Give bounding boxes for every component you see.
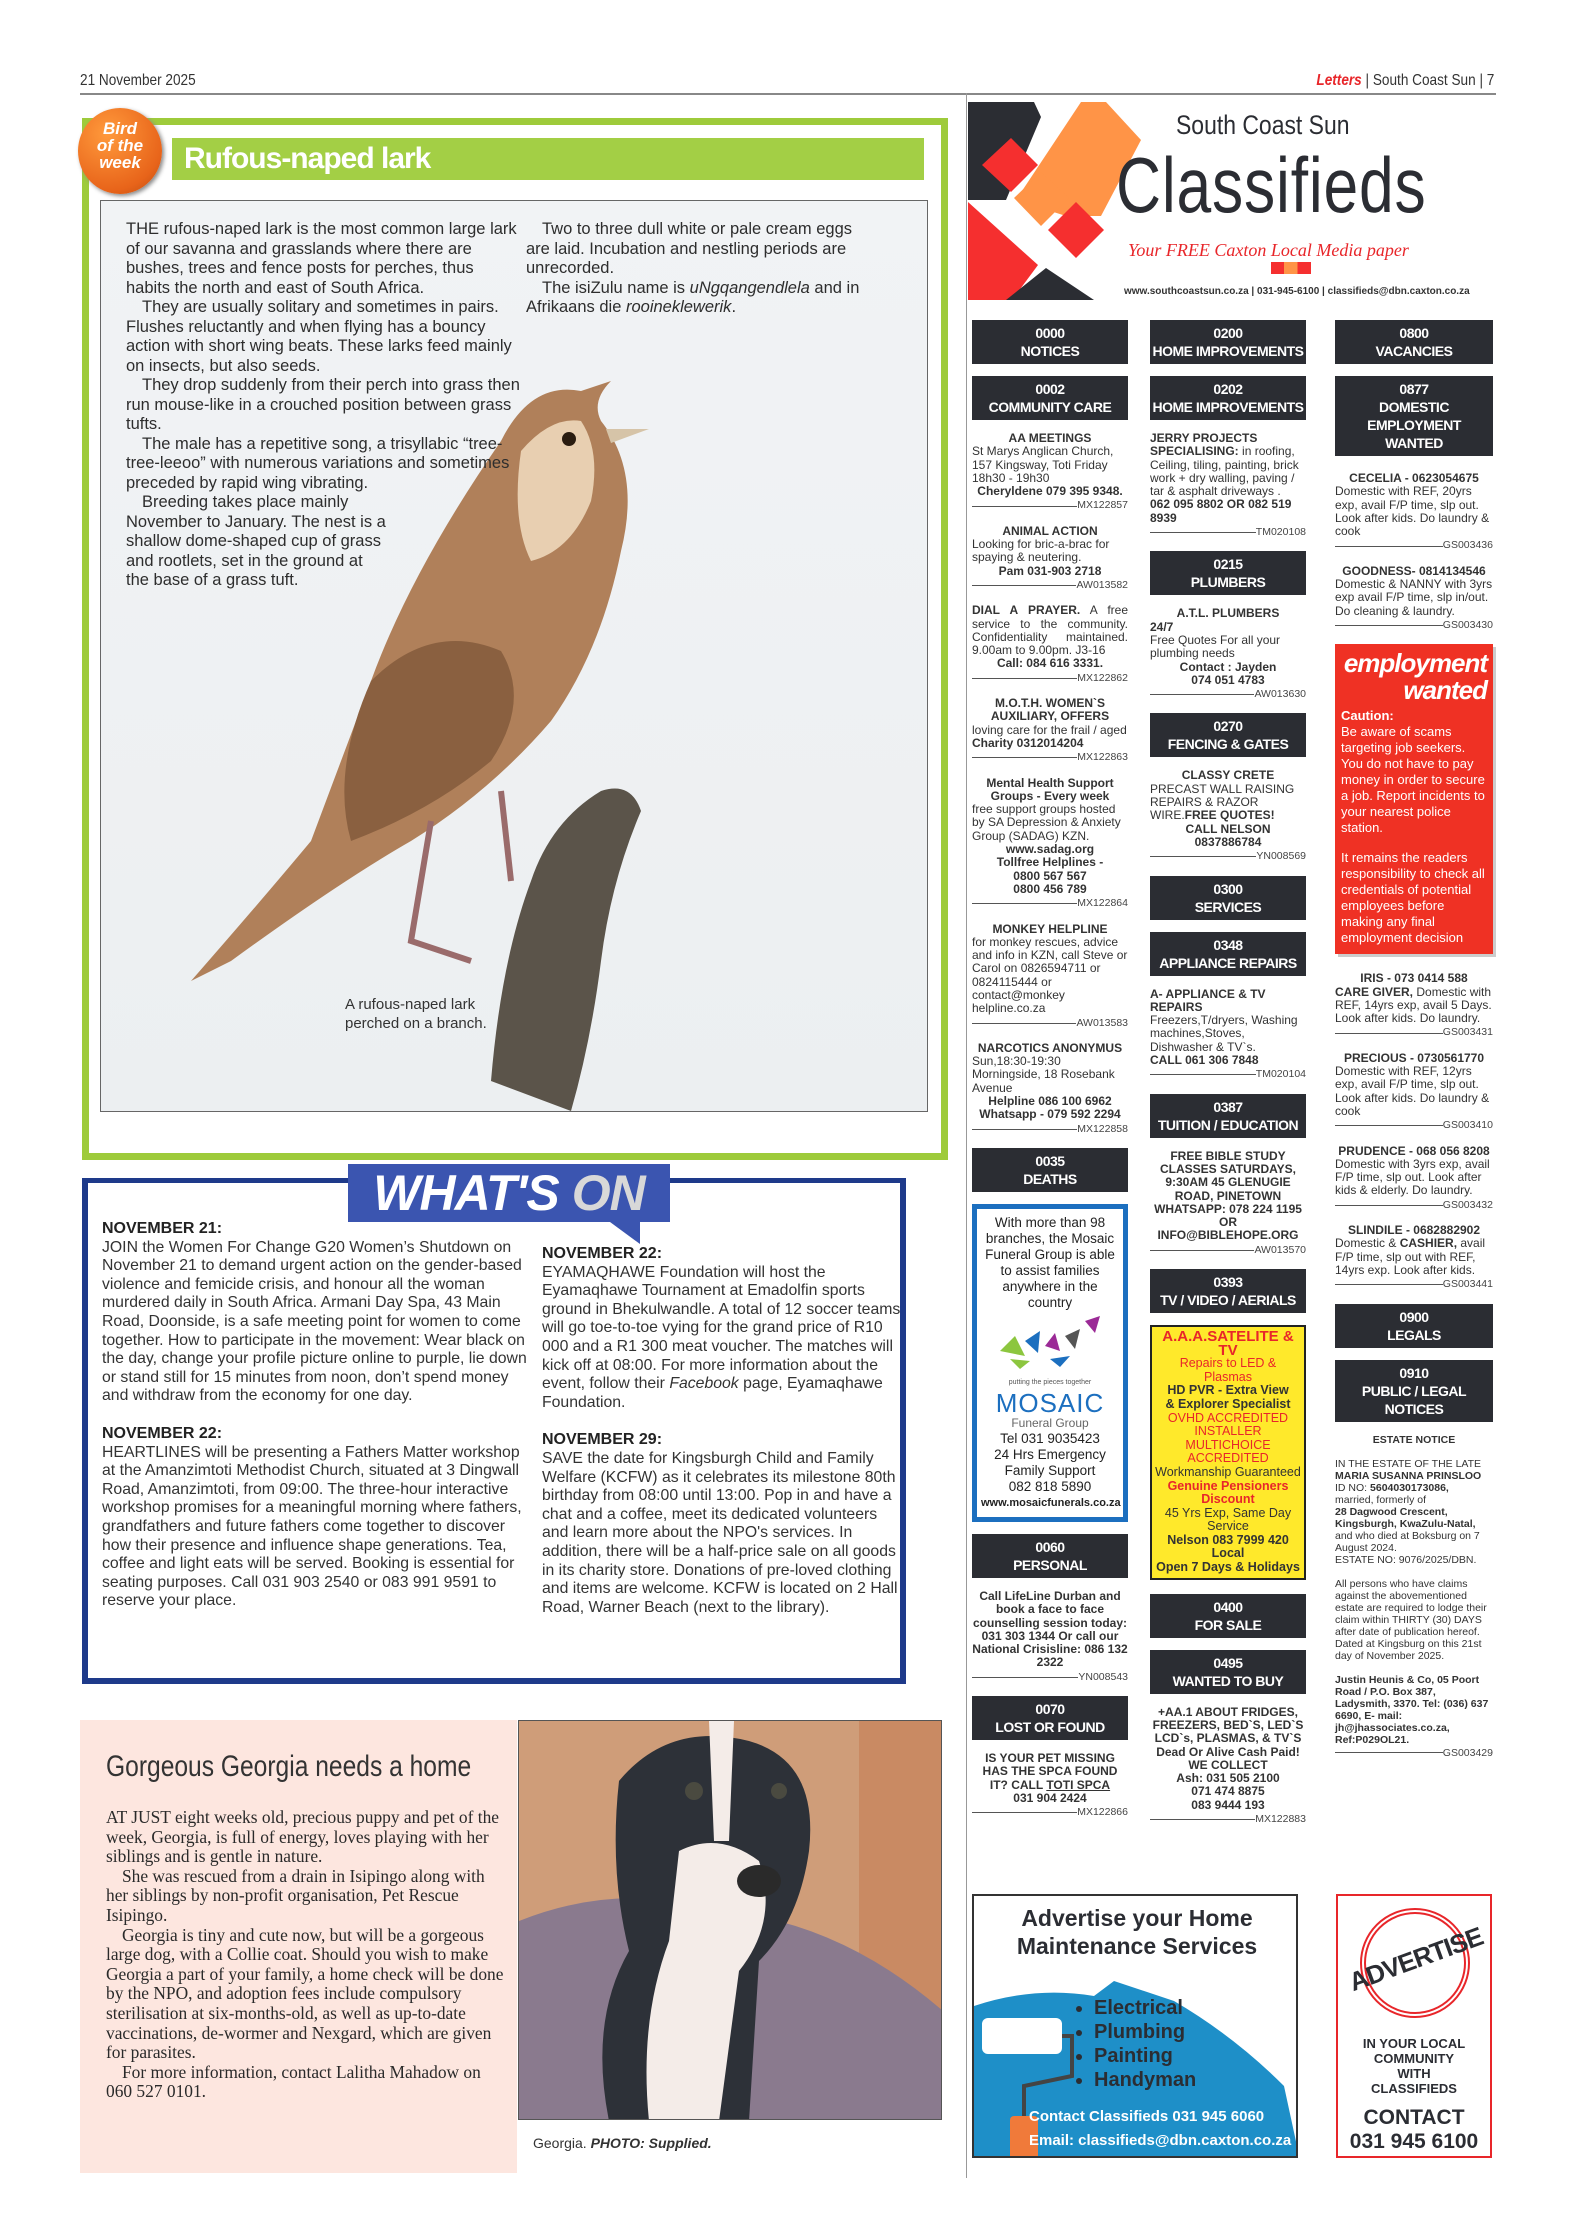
classifieds-col3 [1335,320,1493,1771]
caption-text: Georgia. [533,2135,591,2151]
ad-text [1338,2036,1490,2096]
category-code: 0070 [1035,1701,1065,1718]
category-header-tv-video-aerials [1150,1269,1306,1313]
ad-ref: AW013630 [1150,688,1306,701]
classified-ad [972,525,1128,592]
ad-title: IRIS - 073 0414 588 [1360,971,1468,986]
ad-phone: Helpline 086 100 6962 [988,1094,1112,1109]
banner-text: ON [571,1165,645,1221]
headline-line: Maintenance Services [1016,1933,1258,1959]
zulu-name: uNgqangendlela [689,278,810,297]
ad-body: PRECAST WALL RAISING REPAIRS & RAZOR WIRE. [1150,781,1295,823]
category-code: 0000 [1035,325,1065,341]
ad-contact: Contact Classifieds 031 945 6060 [1029,2108,1265,2125]
ad-text: Tollfree Helplines - [996,855,1104,870]
service-item: • Electrical [1094,1996,1196,2020]
ad-phone: Tel 031 9035423 [1000,1430,1100,1446]
category-code: 0400 [1213,1598,1243,1615]
category-code: 0387 [1213,1098,1243,1115]
column-divider [966,93,967,2178]
estate-number: ESTATE NO: 9076/2025/DBN. [1335,1553,1477,1566]
category-header-community-care [972,376,1128,420]
logo-squares [1271,262,1311,274]
speech-bubble-tail [610,1222,640,1244]
ad-title: CLASSY CRETE [1181,768,1275,783]
classified-ad [1150,1150,1306,1257]
ad-body: Domestic & [1335,1236,1400,1251]
ad-ref: GS003441 [1335,1278,1493,1291]
puppy-photo [518,1720,942,2120]
pet-article [106,1808,506,2102]
ad-phone: 031 945 6100 [1349,2130,1479,2153]
ad-phone: 0837886784 [1194,834,1262,849]
classified-ad [1150,988,1306,1082]
ad-phone: 082 818 5890 [1008,1478,1092,1494]
ad-highlight: CARE GIVER, [1335,984,1414,999]
ad-body: Domestic & NANNY with 3yrs exp avail F/P time, slp in/out. Do cleaning & laundry. [1335,577,1493,618]
ad-title: NARCOTICS ANONYMUS [977,1040,1123,1055]
category-name: FENCING & GATES [1167,736,1289,753]
ad-text: Repairs to LED & Plasmas [1179,1356,1277,1384]
ad-body: Free Quotes For all your plumbing needs [1150,632,1281,661]
mosaic-brand: MOSAIC [995,1387,1105,1418]
header-rule [80,93,1496,95]
category-header-home-improvements [1150,320,1306,364]
ad-ref: AW013582 [972,579,1128,592]
caution-label: Caution: [1341,708,1394,724]
ad-phone: Whatsapp - 079 592 2294 [979,1107,1121,1122]
category-code: 0348 [1213,936,1243,953]
ad-body: Looking for bric-a-brac for spaying & neutering. [972,537,1110,565]
service-item: • Plumbing [1094,2020,1196,2044]
article-paragraph: They drop suddenly from their perch into grass then run mouse-like in a crouched position between grass tufts. [126,376,520,433]
text: Facebook [669,1375,739,1393]
category-code: 0300 [1213,880,1243,897]
ad-text: OVHD ACCREDITED INSTALLER [1167,1410,1289,1439]
category-name: WANTED [1385,435,1443,451]
ad-ref: GS003410 [1335,1119,1493,1132]
ad-ref: AW013583 [972,1017,1128,1030]
ad-email: Email: classifieds@dbn.caxton.co.za [1029,2132,1292,2149]
ad-contact: Contact : Jayden [1179,659,1277,674]
ad-body: Freezers,T/dryers, Washing machines,Stoves, Dishwasher & TV`s. [1150,1013,1298,1054]
article-paragraph: For more information, contact Lalitha Mahadow on 060 527 0101. [106,2061,481,2102]
article-paragraph: The male has a repetitive song, a trisyllabic “tree-tree-leeoo” with numerous variations and sometimes preceded by rapid wing vibrating. [126,434,510,492]
attorney-details: Justin Heunis & Co, 05 Poort Road / P.O. Box 387, Ladysmith, 3370. Tel: (036) 637 6690, E- mail: jh@jhassociates.co.za, Ref:P029OL21. [1335,1673,1489,1746]
classified-ad [972,1590,1128,1684]
pet-caption [533,2135,712,2151]
ad-title: GOODNESS- 0814134546 [1342,563,1486,578]
text-line: COMMUNITY [1373,2051,1455,2066]
article-paragraph: She was rescued from a drain in Isipingo along with her siblings by non-profit organisation, Pet Rescue Isipingo. [106,1865,485,1925]
ad-text: 24 Hrs Emergency [994,1446,1106,1462]
ad-title: CECELIA - 0623054675 [1349,471,1479,485]
event-item [102,1220,534,1406]
address: 28 Dagwood Crescent, Kingsburgh, KwaZulu-Natal, [1335,1505,1476,1530]
ad-text: MULTICHOICE ACCREDITED [1185,1437,1271,1466]
category-header-services [1150,876,1306,920]
mosaic-sub: Funeral Group [1011,1415,1089,1430]
publication-name: South Coast Sun [1372,72,1476,89]
classified-ad [972,432,1128,513]
ad-title: AA MEETINGS [1008,431,1092,445]
category-header-tuition-education [1150,1094,1306,1138]
whats-on-banner [348,1164,670,1222]
category-header-deaths [972,1148,1128,1192]
ad-body: Domestic with 3yrs exp, avail F/P time, slp out. Look after kids & elderly. Do laundry. [1335,1156,1490,1198]
ad-body: Sun,18:30-19:30 Morningside, 18 Rosebank Avenue [972,1054,1115,1095]
category-header-plumbers [1150,551,1306,595]
services-list [1094,1996,1196,2092]
classified-ad [1150,432,1306,539]
event-date: NOVEMBER 29: [542,1431,663,1449]
ad-body: for monkey rescues, advice and info in KZN, call Steve or Carol on 0826594711 or 0824115444 or contact@monkey helpline.co.za [972,934,1128,1016]
category-name: TV / VIDEO / AERIALS [1160,1291,1296,1308]
ad-body: loving care for the frail / aged [972,722,1127,737]
classified-ad [1335,1145,1493,1212]
ad-ref: TM020104 [1150,1068,1306,1081]
ad-title: A.T.L. PLUMBERS [1176,606,1280,621]
caution-text: Be aware of scams targeting job seekers. You do not have to pay money in order to secure a job. Report incidents to your nearest police station. [1341,724,1485,836]
category-name: DOMESTIC EMPLOYMENT [1367,399,1461,433]
ad-phone: 0800 567 567 [1013,868,1087,883]
photo-credit: PHOTO: Supplied. [590,2135,712,2151]
ad-text: 45 Yrs Exp, Same Day Service [1164,1505,1292,1534]
text-line: WITH [1397,2066,1431,2081]
ad-headline [974,1904,1298,1960]
category-name: FOR SALE [1194,1616,1262,1633]
service-item: • Painting [1094,2044,1196,2068]
category-code: 0060 [1035,1538,1065,1555]
ad-ref: GS003431 [1335,1026,1493,1039]
ad-body: Domestic with REF, 14yrs exp, avail 5 Days. Look after kids. Do laundry. [1335,984,1492,1026]
category-code: 0200 [1213,325,1243,341]
category-name: WANTED TO BUY [1172,1672,1284,1689]
ad-highlight: FREE QUOTES! [1184,808,1275,823]
event-text [542,1264,902,1413]
category-name: TUITION / EDUCATION [1157,1116,1299,1133]
classified-ad [1150,1706,1306,1827]
category-header-domestic-employment-wanted [1335,376,1493,456]
ad-contact [1338,2106,1490,2154]
category-name: SERVICES [1194,898,1262,915]
ad-ref: MX122862 [972,672,1128,685]
ad-text: & Explorer Specialist [1165,1396,1291,1411]
notice-text: married, formerly of [1335,1493,1427,1506]
text-line: CLASSIFIEDS [1371,2081,1457,2096]
ad-body: FREE BIBLE STUDY CLASSES SATURDAYS, 9:30AM 45 GLENUGIE ROAD, PINETOWN WHATSAPP: 078 224 1195 OR INFO@BIBLEHOPE.ORG [1154,1148,1302,1243]
category-name: LEGALS [1387,1326,1441,1343]
category-header-public-legal-notices [1335,1360,1493,1422]
ad-body: With more than 98 branches, the Mosaic Funeral Group is able to assist families anywhere in the country [985,1214,1115,1310]
ad-ref: GS003430 [1335,619,1493,632]
ad-text: WE COLLECT [1188,1757,1268,1772]
category-code: 0800 [1399,325,1429,341]
ad-body: free support groups hosted by SA Depression & Anxiety Group (SADAG) KZN. [972,802,1121,843]
ad-body: Domestic with REF, 12yrs exp, avail F/P time, slp out. Look after kids. Do laundry & cook [1335,1064,1490,1118]
ad-phone: 083 9444 193 [1191,1797,1265,1812]
category-code: 0910 [1399,1364,1429,1381]
notice-text: ID NO: [1335,1481,1371,1494]
ad-ref: GS003432 [1335,1199,1493,1212]
ad-text: Open 7 Days & Holidays [1156,1560,1300,1575]
badge-line: week [99,153,141,172]
ad-web: www.mosaicfunerals.co.za [981,1496,1121,1509]
page-number: 7 [1486,72,1494,89]
category-name: HOME IMPROVEMENTS [1152,399,1304,415]
category-header-wanted-to-buy [1150,1650,1306,1694]
ad-title: ANIMAL ACTION [1002,523,1098,538]
satelite-tv-ad [1150,1325,1306,1580]
advertise-home-maintenance-ad [972,1894,1298,2158]
whats-on-col1 [102,1220,534,1630]
classified-ad [972,1042,1128,1136]
notice-text: IN THE ESTATE OF THE LATE [1335,1457,1482,1470]
puppy-illustration [519,1721,942,2120]
id-number: 5604030173086, [1370,1481,1449,1494]
ad-ref: MX122858 [972,1123,1128,1136]
ad-ref: GS003429 [1335,1747,1493,1759]
category-header-legals [1335,1304,1493,1348]
caption-line: perched on a branch. [345,1015,487,1032]
ad-body: +AA.1 ABOUT FRIDGES, FREEZERS, BED`S, LED`S LCD`s, PLASMAS, & TV`S [1152,1704,1304,1746]
text: EYAMAQHAWE Foundation will host the Eyamaqhawe Tournament at Emadolfin sports ground in Bhekulwandle. A total of 12 soccer teams will go toe-to-toe vying for the grand price of R10 000 and a R1 300 meat voucher. The matches will kick off at 08:00. For more information about the event, follow their [542,1263,901,1393]
bird-caption [345,995,487,1033]
ad-phone: 071 474 8875 [1191,1784,1265,1799]
advertise-classifieds-ad [1336,1894,1492,2158]
ad-phone: Call: 084 616 3331. [996,656,1104,671]
ad-title: Mental Health Support Groups - Every week [986,775,1114,803]
ad-ref: MX122864 [972,897,1128,910]
estate-notice [1335,1434,1493,1759]
classified-ad [1335,472,1493,553]
event-item [542,1431,902,1617]
ad-body: Call LifeLine Durban and book a face to face counselling session today: 031 303 1344 Or call our National Crisisline: 086 132 2322 [972,1588,1128,1670]
ad-contact: CALL NELSON [1185,821,1271,836]
ad-ref: MX122866 [972,1806,1128,1819]
classifieds-col1 [972,320,1128,1832]
category-code: 0202 [1213,381,1243,397]
category-header-notices [972,320,1128,364]
category-name: HOME IMPROVEMENTS [1152,343,1304,359]
text: page, Eyamaqhawe Foundation. [542,1375,883,1411]
classified-ad [972,777,1128,911]
category-header-personal [972,1534,1128,1578]
bird-title: Rufous-naped lark [172,138,924,180]
ad-text: HD PVR - Extra View [1167,1383,1289,1398]
deceased-name: MARIA SUSANNA PRINSLOO [1335,1469,1482,1482]
whats-on-col2 [542,1245,902,1636]
classified-ad [972,604,1128,685]
classified-ad [1335,1052,1493,1133]
bird-of-week-badge [78,108,162,194]
article-paragraph: Breeding takes place mainly November to January. The nest is a shallow dome-shaped cup of grass and rootlets, set in the ground at the base of a grass tuft. [126,493,386,589]
ad-phone: CALL 061 306 7848 [1150,1053,1259,1068]
ad-ref: TM020108 [1150,526,1306,539]
ad-phone: 062 095 8802 OR 082 519 8939 [1150,497,1292,525]
category-name: COMMUNITY CARE [988,399,1112,415]
category-code: 0877 [1399,381,1429,397]
ad-highlight: CASHIER, [1399,1236,1458,1251]
ad-title: A.A.A.SATELITE & TV [1162,1327,1294,1359]
article-paragraph: AT JUST eight weeks old, precious puppy and pet of the week, Georgia, is full of energy, loves playing with her siblings and is gentle in nature. [106,1807,500,1867]
classified-ad [1150,769,1306,863]
category-name: LOST OR FOUND [995,1719,1105,1736]
category-code: 0002 [1035,381,1065,397]
afrikaans-name: rooineklewerik [625,298,732,316]
ad-phone: Cheryldene 079 395 9348. [977,484,1123,499]
event-text: SAVE the date for Kingsburgh Child and Family Welfare (KCFW) as it celebrates its milestone 80th birthday from 08:00 until 13:00. Pop in and have a chat and a coffee, meet its dedicated volunteers and learn more about the NPO's services. In addition, there will be a half-price sale on all goods in its charity store. Donations of pre-loved clothing and items are welcome. KCFW is located on 2 Hall Road, Warner Beach (next to the library). [542,1449,898,1616]
category-header-vacancies [1335,320,1493,364]
event-date: NOVEMBER 22: [542,1245,663,1262]
classified-ad [1335,565,1493,632]
ad-phone: 031 904 2424 [1013,1790,1087,1805]
badge-line: Bird [103,119,137,138]
service-item: • Handyman [1094,2068,1196,2092]
ad-ref: MX122857 [972,499,1128,512]
ad-phone: Charity 0312014204 [972,735,1084,750]
issue-date: 21 November 2025 [80,72,196,89]
category-name: DEATHS [1023,1170,1077,1187]
category-code: 0035 [1035,1152,1065,1169]
ad-subtitle: 24/7 [1150,619,1174,634]
ad-ref: AW013570 [1150,1244,1306,1257]
employment-wanted-caution-box [1335,644,1493,954]
ad-ref: MX122883 [1150,1813,1306,1826]
event-date: NOVEMBER 22: [102,1424,223,1442]
category-header-fencing-gates [1150,713,1306,757]
ad-body: St Marys Anglican Church, 157 Kingsway, Toti Friday 18h30 - 19h30 [972,444,1114,485]
logo-wordmark: Classifieds [1116,141,1427,229]
article-paragraph [526,279,866,318]
classified-ad [1150,607,1306,701]
category-header-for-sale [1150,1594,1306,1638]
logo-contact: www.southcoastsun.co.za | 031-945-6100 | classifieds@dbn.caxton.co.za [1124,286,1470,297]
ad-phone: Pam 031-903 2718 [998,563,1102,578]
notice-title: ESTATE NOTICE [1372,1433,1456,1446]
ad-text: Workmanship Guaranteed [1155,1464,1301,1479]
ad-text: Dead Or Alive Cash Paid! [1156,1744,1300,1759]
notice-text: and who died at Boksburg on 7 August 2024. [1335,1529,1480,1554]
ad-ref: GS003436 [1335,539,1493,552]
ad-title: PRUDENCE - 068 056 8208 [1338,1143,1490,1158]
article-paragraph: They are usually solitary and sometimes in pairs. Flushes reluctantly and when flying has a bouncy action with short wing beats. These larks feed mainly on insects, but also seeds. [126,298,512,375]
classified-ad [972,1752,1128,1819]
classified-ad [972,697,1128,764]
classifieds-col2 [1150,320,1306,1838]
ad-phone: Nelson 083 7999 420 Local [1167,1532,1289,1561]
logo-tagline: Your FREE Caxton Local Media paper [1128,240,1409,260]
stamp-text: ADVERTISE [1344,1921,1487,1998]
box-title: employment [1343,648,1487,679]
text-line: CONTACT [1363,2106,1465,2129]
ad-web: www.sadag.org [1005,842,1095,857]
section-name: Letters [1316,72,1362,89]
event-date: NOVEMBER 21: [102,1220,223,1237]
category-code: 0215 [1213,556,1243,573]
category-name: NOTICES [1020,343,1080,359]
text: . [731,298,737,316]
ad-ref: YN008543 [972,1671,1128,1684]
ad-text: Family Support [1004,1462,1096,1478]
bird-article-col2 [526,220,866,318]
ad-ref: MX122863 [972,751,1128,764]
category-name: VACANCIES [1375,343,1453,359]
ad-body: IS YOUR PET MISSING HAS THE SPCA FOUND IT? CALL [982,1751,1118,1792]
banner-text: WHAT'S [373,1165,559,1221]
mosaic-logo-icon [990,1311,1110,1371]
spca-name: TOTI SPCA [1046,1777,1111,1792]
category-name: APPLIANCE REPAIRS [1159,954,1297,971]
category-header-lost-or-found [972,1696,1128,1740]
text: and in Afrikaans die [526,278,860,316]
ad-ref: YN008569 [1150,850,1306,863]
headline-line: Advertise your Home [1021,1905,1253,1931]
event-item [542,1245,902,1412]
box-title: wanted [1403,675,1487,706]
category-header-home-improvements-2 [1150,376,1306,420]
article-paragraph: Georgia is tiny and cute now, but will be a gorgeous large dog, with a Collie coat. Should you wish to make Georgia a part of your family, a home check will be done by the NPO, and adoption fees include compulsory sterilisation at six-months-old, as well as up-to-date vaccinations, de-wormer and Nexgard, which are given for parasites. [106,1924,504,2063]
ad-title: M.O.T.H. WOMEN`S AUXILIARY, OFFERS [990,696,1110,724]
caution-text: It remains the readers responsibility to check all credentials of potential employees before making any final employment decision [1341,850,1485,946]
category-code: 0393 [1213,1273,1243,1290]
category-name: PERSONAL [1013,1556,1087,1573]
article-paragraph: THE rufous-naped lark is the most common large lark of our savanna and grasslands where there are bushes, trees and fence posts for perches, thus habits the north and east of South Africa. [126,220,517,297]
event-text: JOIN the Women For Change G20 Women’s Shutdown on November 21 to demand urgent action on the gender-based violence and femicide crisis, and honour all the woman murdered daily in South Africa. Armani Day Spa, 43 Main Road, Doonside, is a safe meeting point for women to come together. How to participate in the movement: Wear black on the day, change your profile picture online to purple, lie down or stand still for 15 minutes from noon, don’t spend money and withdraw from the economy for one day. [102,1238,527,1405]
ad-title: DIAL A PRAYER. [972,603,1081,618]
ad-text: Genuine Pensioners Discount [1167,1478,1289,1507]
ad-phone: 074 051 4783 [1191,672,1265,687]
ad-body: Domestic with REF, 20yrs exp, avail F/P time, slp out. Look after kids. Do laundry & cook [1335,484,1490,539]
category-code: 0270 [1213,718,1243,735]
classified-ad [1335,1224,1493,1291]
ad-tagline: putting the pieces together [1008,1378,1092,1386]
ad-title: SLINDILE - 0682882902 [1347,1223,1481,1238]
ad-body: in roofing, Ceiling, tiling, painting, brick work + dry walling, paving / tar & asphalt driveways . [1150,444,1299,499]
bird-article-col1 [126,220,522,591]
article-paragraph: Two to three dull white or pale cream eggs are laid. Incubation and nestling periods are unrecorded. [526,220,852,277]
ad-title: JERRY PROJECTS SPECIALISING: [1150,431,1258,459]
event-text: HEARTLINES will be presenting a Fathers Matter workshop at the Amanzimtoti Methodist Church, situated at 3 Dingwall Road, Amanzimtoti, from 09:00. The three-hour interactive workshop promises for a meaningful morning where fathers, grandfathers and future fathers come together to discover how their presence and influence shape generations. Tea, coffee and light eats will be served. Booking is essential for seating purposes. Call 031 903 2540 or 083 991 9591 to reserve your place. [102,1443,522,1610]
category-name: PUBLIC / LEGAL NOTICES [1361,1382,1467,1417]
category-code: 0495 [1213,1654,1243,1671]
ad-title: A- APPLIANCE & TV REPAIRS [1150,986,1266,1014]
caption-line: A rufous-naped lark [345,996,476,1013]
notice-text: All persons who have claims against the abovementioned estate are required to lodge their claim within THIRTY (30) DAYS after date of publication hereof. Dated at Kingsburg on this 21st day of November 2025. [1335,1577,1487,1662]
category-header-appliance-repairs [1150,932,1306,976]
category-name: PLUMBERS [1190,574,1266,591]
category-code: 0900 [1399,1308,1429,1325]
pet-headline: Gorgeous Georgia needs a home [106,1750,472,1783]
page-folio: Letters | South Coast Sun | 7 [1316,72,1494,89]
text-line: IN YOUR LOCAL [1362,2036,1466,2051]
badge-line: of the [96,136,144,155]
ad-title: PRECIOUS - 0730561770 [1343,1050,1485,1065]
text: The isiZulu name is [542,278,690,297]
classified-ad [972,923,1128,1030]
ad-body: A free service to the community. Confidentiality maintained. 9.00am to 9.00pm. J3-16 [972,603,1128,658]
event-item [102,1425,534,1611]
mosaic-funeral-ad [972,1204,1128,1522]
logo-title: South Coast Sun [1176,110,1350,140]
ad-phone: 0800 456 789 [1013,881,1087,896]
ad-title: MONKEY HELPLINE [992,921,1108,936]
classified-ad [1335,972,1493,1039]
ad-body: avail F/P time, slp out with REF, 14yrs exp. Look after kids. [1335,1236,1486,1277]
ad-phone: Ash: 031 505 2100 [1176,1771,1280,1786]
classifieds-logo [966,100,1496,305]
